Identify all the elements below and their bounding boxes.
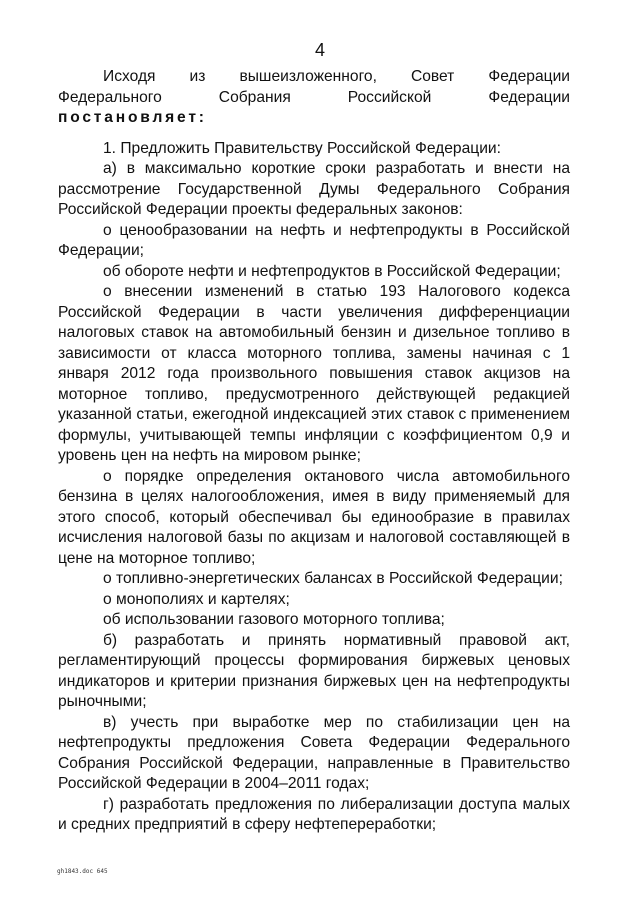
paragraph: об использовании газового моторного топлива; xyxy=(103,611,445,628)
page-number: 4 xyxy=(314,40,325,60)
intro-line-2: Федерального Собрания Российской Федерации xyxy=(58,88,570,106)
paragraph: в) учесть при выработке мер по стабилизации цен на нефтепродукты предложения Совета Федерации Федерального Собрания Российской Федерации, направленные в Правительство Российской Федерации в 2004–2011 годах; xyxy=(58,713,570,792)
paragraph: о ценообразовании на нефть и нефтепродукты в Российской Федерации; xyxy=(58,221,570,259)
decision-label: постановляет: xyxy=(58,109,207,126)
paragraph: о монополиях и картелях; xyxy=(103,590,290,608)
paragraph: 1. Предложить Правительству Российской Федерации: xyxy=(103,139,501,157)
decision-word xyxy=(58,108,570,129)
intro-line-1: Исходя из вышеизложенного, Совет Федерации xyxy=(103,68,570,85)
paragraph: а) в максимально короткие сроки разработать и внести на рассмотрение Государственной Думы Федерального Собрания Российской Федерации проекты федеральных законов: xyxy=(58,160,570,218)
paragraph: б) разработать и принять нормативный правовой акт, регламентирующий процессы формирования биржевых ценовых индикаторов и критерии признания биржевых цен на нефтепродукты рыночными; xyxy=(58,631,570,710)
paragraph: о порядке определения октанового числа автомобильного бензина в целях налогообложения, имея в виду применяемый для этого способ, который обеспечивал бы единообразие в правилах исчисления налоговой базы по акцизам и налоговой составляющей в цене на моторное топливо; xyxy=(58,467,570,567)
paragraph: о внесении изменений в статью 193 Налогового кодекса Российской Федерации в части увеличения дифференциации налоговых ставок на автомобильный бензин и дизельное топливо в зависимости от класса моторного топлива, замены начиная с 1 января 2012 года произвольного повышения ставок акцизов на моторное топливо, предусмотренного действующей редакцией указанной статьи, ежегодной индексацией этих ставок с применением формулы, учитывающей темпы инфляции с коэффициентом 0,9 и уровень цен на нефть на мировом рынке; xyxy=(58,283,570,464)
paragraph-list xyxy=(58,139,570,836)
footer-doc-code: gh1843.doc 645 xyxy=(57,868,108,875)
paragraph: об обороте нефти и нефтепродуктов в Российской Федерации; xyxy=(103,262,561,280)
paragraph: г) разработать предложения по либерализации доступа малых и средних предприятий в сферу нефтепереработки; xyxy=(58,795,570,833)
paragraph: о топливно-энергетических балансах в Российской Федерации; xyxy=(103,570,563,587)
document-body xyxy=(58,67,570,836)
